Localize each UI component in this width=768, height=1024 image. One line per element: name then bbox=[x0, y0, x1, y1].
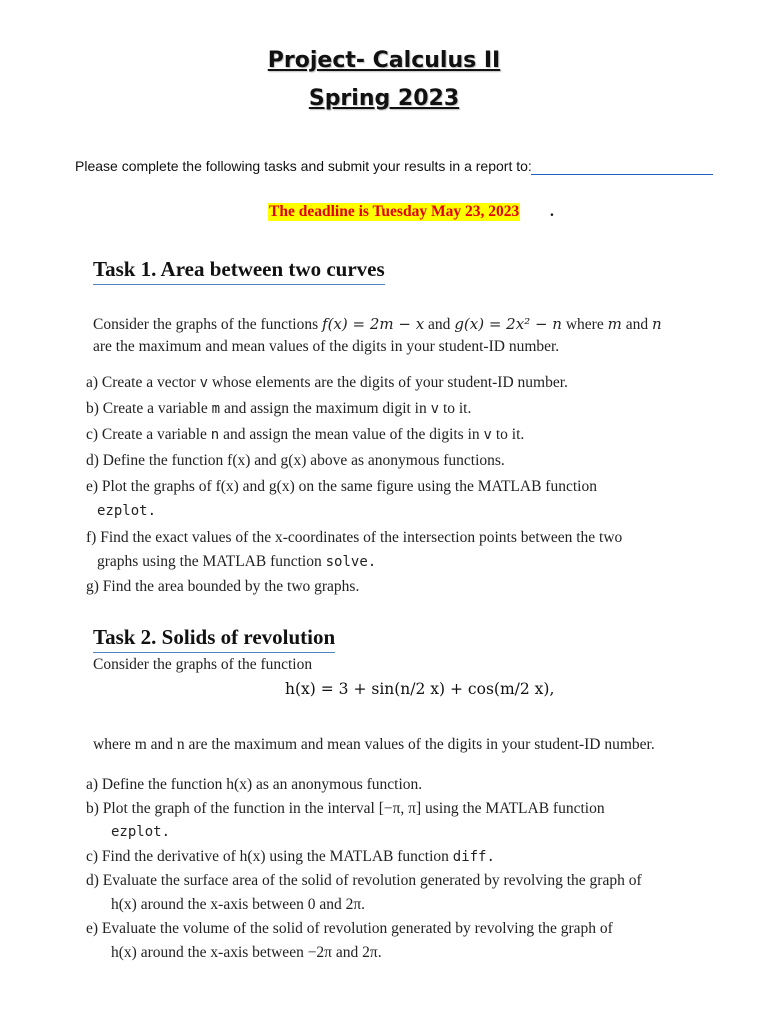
task1-item-a bbox=[86, 374, 568, 392]
deadline-notice: The deadline is Tuesday May 23, 2023 bbox=[269, 203, 520, 220]
task1-item-f-pre: graphs using the MATLAB function bbox=[97, 553, 322, 570]
task2-item-b: b) Plot the graph of the function in the interval [−π, π] using the MATLAB function bbox=[86, 800, 605, 817]
task1-item-c-pre: c) Create a variable bbox=[86, 426, 207, 443]
task1-item-c-post: to it. bbox=[495, 426, 525, 443]
task2-formula: h(x) = 3 + sin(n/2 x) + cos(m/2 x), bbox=[285, 680, 555, 698]
task1-item-b-mid: and assign the maximum digit in bbox=[223, 400, 427, 417]
task1-item-a-code: v bbox=[199, 375, 209, 391]
task2-item-e: e) Evaluate the volume of the solid of revolution generated by revolving the graph of bbox=[86, 920, 613, 937]
task1-item-f-code: solve. bbox=[325, 554, 377, 570]
task1-item-c-code: n bbox=[210, 427, 220, 443]
task1-item-a-pre: a) Create a vector bbox=[86, 374, 196, 391]
task1-intro-where: where bbox=[565, 316, 604, 333]
task2-item-c bbox=[86, 848, 495, 866]
task2-heading-text: Task 2. Solids of revolution bbox=[93, 625, 336, 649]
task1-item-d: d) Define the function f(x) and g(x) above as anonymous functions. bbox=[86, 452, 505, 469]
task2-item-c-pre: c) Find the derivative of h(x) using the MATLAB function bbox=[86, 848, 449, 865]
task1-item-f-line2 bbox=[97, 553, 376, 571]
semester-title: Spring 2023 bbox=[308, 86, 460, 111]
task1-heading-text: Task 1. Area between two curves bbox=[93, 257, 385, 281]
task2-item-d: d) Evaluate the surface area of the solid of revolution generated by revolving the graph of bbox=[86, 872, 642, 889]
task2-item-b-code: ezplot. bbox=[111, 824, 171, 840]
task1-item-b-post: to it. bbox=[442, 400, 472, 417]
task2-intro: Consider the graphs of the function bbox=[93, 656, 313, 673]
task2-item-a: a) Define the function h(x) as an anonymous function. bbox=[86, 776, 423, 793]
task1-intro-line1 bbox=[93, 315, 662, 334]
task1-item-b-pre: b) Create a variable bbox=[86, 400, 208, 417]
task1-item-e: e) Plot the graphs of f(x) and g(x) on the same figure using the MATLAB function bbox=[86, 478, 597, 495]
task1-intro-line2: are the maximum and mean values of the digits in your student-ID number. bbox=[93, 338, 560, 355]
task1-heading-underline bbox=[93, 284, 385, 285]
task1-heading bbox=[93, 257, 385, 282]
task1-math-n: n bbox=[651, 315, 662, 333]
task1-item-a-post: whose elements are the digits of your student-ID number. bbox=[211, 374, 568, 391]
task1-item-c-code2: v bbox=[483, 427, 492, 443]
task1-item-c-mid: and assign the mean value of the digits in bbox=[223, 426, 480, 443]
task1-item-b-code2: v bbox=[430, 401, 440, 417]
task2-heading bbox=[93, 625, 335, 650]
submission-instructions: Please complete the following tasks and submit your results in a report to: bbox=[75, 158, 532, 174]
task2-item-c-code: diff. bbox=[452, 849, 495, 865]
task1-intro-and: and bbox=[428, 316, 451, 333]
task1-item-b bbox=[86, 400, 471, 418]
task1-intro-and2: and bbox=[625, 316, 649, 333]
task1-intro-text-a: Consider the graphs of the functions bbox=[93, 316, 319, 333]
deadline-period: . bbox=[550, 203, 554, 220]
task1-item-c bbox=[86, 426, 524, 444]
task1-math-g: g(x) = 2x² − n bbox=[454, 315, 562, 333]
task1-math-f: f(x) = 2m − x bbox=[322, 315, 425, 333]
task2-item-e-line2: h(x) around the x-axis between −2π and 2π. bbox=[111, 944, 382, 961]
task2-heading-underline bbox=[93, 652, 335, 653]
task1-math-m: m bbox=[607, 315, 622, 333]
task1-item-e-code: ezplot. bbox=[97, 503, 157, 519]
task2-item-d-line2: h(x) around the x-axis between 0 and 2π. bbox=[111, 896, 366, 913]
project-title: Project- Calculus II bbox=[267, 48, 501, 73]
submission-blank-line bbox=[531, 174, 713, 175]
task1-item-f: f) Find the exact values of the x-coordinates of the intersection points between the two bbox=[86, 529, 623, 546]
task1-item-b-code: m bbox=[211, 401, 221, 417]
task2-where-line: where m and n are the maximum and mean values of the digits in your student-ID number. bbox=[93, 736, 655, 753]
task1-item-g: g) Find the area bounded by the two graphs. bbox=[86, 578, 360, 595]
